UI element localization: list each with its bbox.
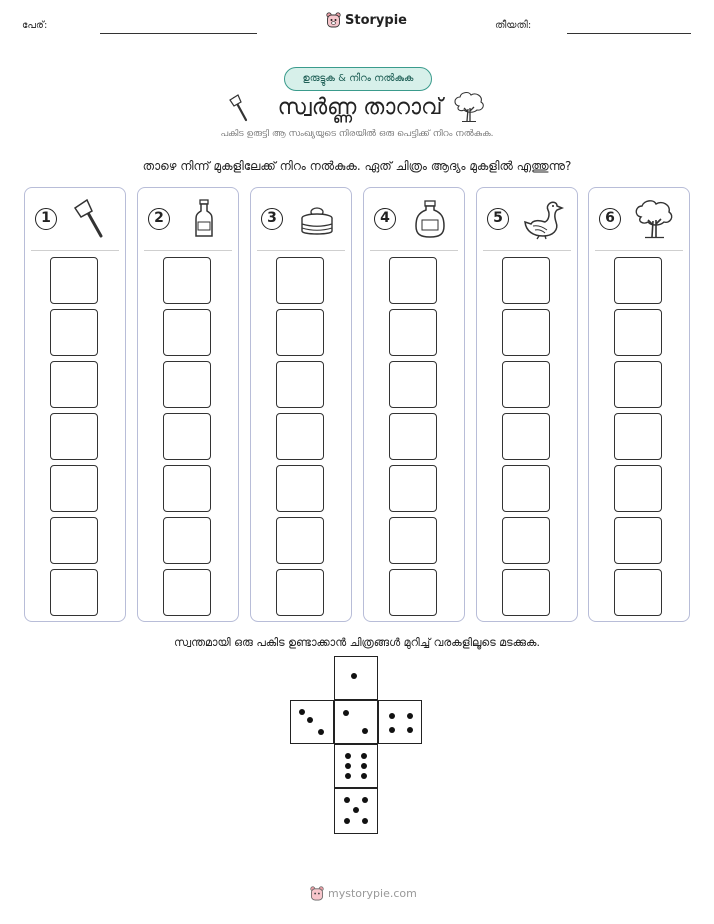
activity-tag: ഉരുട്ടുക & നിറം നൽകുക — [284, 67, 432, 91]
color-box[interactable] — [502, 413, 550, 460]
column-header — [477, 188, 577, 252]
mascot-icon — [310, 886, 324, 901]
column-number: 6 — [599, 208, 621, 230]
column-number: 2 — [148, 208, 170, 230]
column-number: 3 — [261, 208, 283, 230]
color-box[interactable] — [163, 413, 211, 460]
tree-icon — [452, 91, 486, 123]
color-box[interactable] — [276, 361, 324, 408]
color-box[interactable] — [389, 569, 437, 616]
color-box[interactable] — [389, 309, 437, 356]
column-1 — [24, 187, 126, 622]
column-header — [251, 188, 351, 252]
color-box[interactable] — [50, 361, 98, 408]
color-box[interactable] — [389, 517, 437, 564]
color-box[interactable] — [614, 569, 662, 616]
color-box[interactable] — [276, 309, 324, 356]
die-face-5 — [334, 788, 378, 834]
color-box[interactable] — [614, 413, 662, 460]
color-box[interactable] — [163, 465, 211, 512]
color-box[interactable] — [276, 517, 324, 564]
color-box[interactable] — [614, 465, 662, 512]
color-box[interactable] — [163, 309, 211, 356]
column-header — [589, 188, 689, 252]
column-number: 4 — [374, 208, 396, 230]
color-box[interactable] — [502, 257, 550, 304]
color-box[interactable] — [276, 569, 324, 616]
column-number: 5 — [487, 208, 509, 230]
color-box[interactable] — [163, 361, 211, 408]
column-4 — [363, 187, 465, 622]
color-box[interactable] — [50, 569, 98, 616]
name-line[interactable] — [100, 33, 257, 34]
name-label: പേര്: — [22, 20, 48, 31]
color-box[interactable] — [502, 309, 550, 356]
column-header — [25, 188, 125, 252]
column-3 — [250, 187, 352, 622]
column-5 — [476, 187, 578, 622]
activity-subtitle: പകിട ഉരുട്ടി ആ സംഖ്യയുടെ നിരയിൽ ഒരു പെട്ടിക്ക് നിറം നൽകുക. — [220, 129, 494, 139]
color-box[interactable] — [502, 361, 550, 408]
mascot-icon — [326, 12, 341, 28]
color-box[interactable] — [163, 569, 211, 616]
color-box[interactable] — [502, 517, 550, 564]
die-face-4 — [378, 700, 422, 744]
die-face-2 — [334, 700, 378, 744]
color-box[interactable] — [614, 257, 662, 304]
column-header — [138, 188, 238, 252]
footer-url[interactable]: mystorypie.com — [328, 887, 417, 900]
column-divider — [370, 250, 458, 251]
page-title-wrap — [230, 90, 490, 124]
color-box[interactable] — [389, 465, 437, 512]
color-box[interactable] — [276, 257, 324, 304]
footer — [310, 886, 417, 901]
color-box[interactable] — [389, 361, 437, 408]
color-box[interactable] — [614, 517, 662, 564]
activity-instruction: താഴെ നിന്ന് മുകളിലേക്ക് നിറം നൽകുക. ഏത് ചിത്രം ആദ്യം മുകളിൽ എത്തുന്നു? — [142, 159, 572, 173]
color-box[interactable] — [389, 413, 437, 460]
color-box[interactable] — [50, 413, 98, 460]
axe-icon — [69, 198, 113, 240]
die-face-6 — [334, 744, 378, 788]
color-box[interactable] — [50, 257, 98, 304]
color-box[interactable] — [614, 309, 662, 356]
color-box[interactable] — [502, 569, 550, 616]
color-box[interactable] — [50, 465, 98, 512]
color-box[interactable] — [389, 257, 437, 304]
color-box[interactable] — [163, 257, 211, 304]
page-title: സ്വർണ്ണ താറാവ് — [277, 94, 443, 120]
color-box[interactable] — [50, 517, 98, 564]
color-box[interactable] — [276, 465, 324, 512]
column-number: 1 — [35, 208, 57, 230]
cake-icon — [295, 198, 339, 240]
bottle-icon — [182, 198, 226, 240]
column-divider — [144, 250, 232, 251]
column-divider — [257, 250, 345, 251]
die-face-3 — [290, 700, 334, 744]
color-box[interactable] — [163, 517, 211, 564]
color-box[interactable] — [614, 361, 662, 408]
die-instruction: സ്വന്തമായി ഒരു പകിട ഉണ്ടാക്കാൻ ചിത്രങ്ങൾ മുറിച്ച് വരകളിലൂടെ മടക്കുക. — [174, 636, 540, 649]
column-divider — [31, 250, 119, 251]
color-box[interactable] — [276, 413, 324, 460]
die-face-1 — [334, 656, 378, 700]
date-line[interactable] — [567, 33, 691, 34]
column-2 — [137, 187, 239, 622]
brand-name: Storypie — [345, 12, 407, 28]
column-header — [364, 188, 464, 252]
date-label: തീയതി: — [495, 20, 532, 31]
tree-icon — [633, 198, 677, 240]
color-box[interactable] — [50, 309, 98, 356]
color-box[interactable] — [502, 465, 550, 512]
column-6 — [588, 187, 690, 622]
storypie-logo — [326, 12, 407, 28]
jar-icon — [408, 198, 452, 240]
column-divider — [595, 250, 683, 251]
goose-icon — [521, 198, 565, 240]
column-divider — [483, 250, 571, 251]
